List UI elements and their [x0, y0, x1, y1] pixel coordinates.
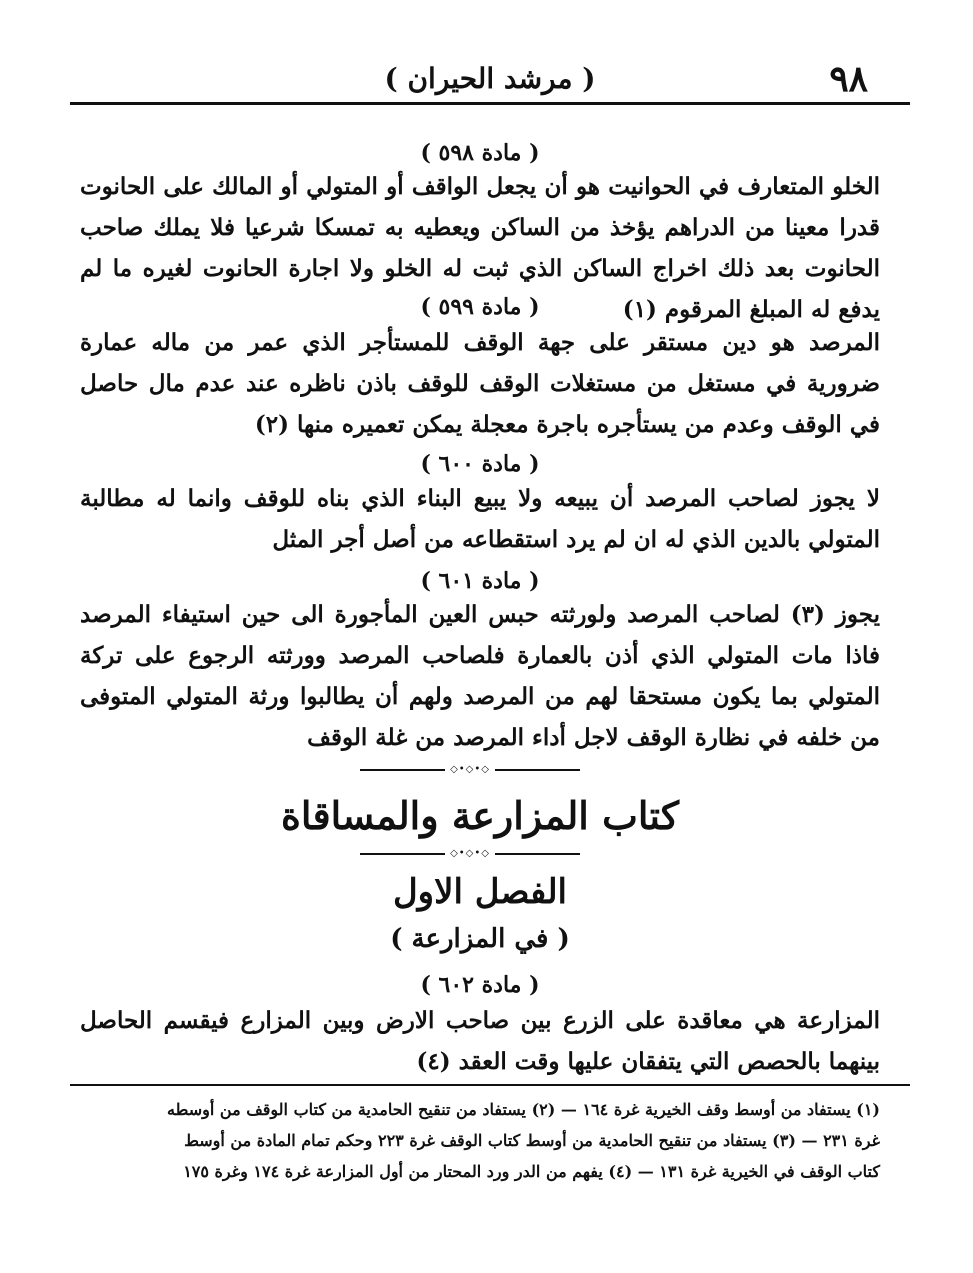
section-title: ( في المزارعة ) — [390, 924, 570, 954]
footnote-line: كتاب الوقف في الخيرية غرة ١٣١ — (٤) يفهم من الدر ورد المحتار من أول المزارعة غرة ١٧٤ وغرة ١٧٥ — [183, 1162, 880, 1181]
page-header — [70, 55, 900, 103]
ornament-divider: ◇•◇•◇ — [360, 763, 580, 777]
article-text: المرصد هو دين مستقر على جهة الوقف للمستأجر الذي عمر من ماله عمارة ضرورية في مستغل من مستغلات الوقف للوقف باذن ناظره عند عدم مال حاصل في الوقف وعدم من يستأجره باجرة معجلة يمكن تعميره منها (٢) — [80, 329, 880, 438]
article-text: يجوز (٣) لصاحب المرصد ولورثته حبس العين المأجورة الى حين استيفاء المرصد فاذا مات المتولي الذي أذن بالعمارة فلصاحب المرصد وورثته الرجوع على تركة المتولي بما يكون مستحقا لهم من المرصد ولهم أن يطالبوا ورثة المتولي المتوفى من خلفه في نظارة الوقف لاجل أداء المرصد من غلة الوقف — [80, 601, 880, 751]
ornament-divider: ◇•◇•◇ — [360, 847, 580, 861]
article-heading: ( مادة ٥٩٨ ) — [420, 140, 540, 166]
article-heading: ( مادة ٥٩٩ ) — [420, 294, 540, 320]
chapter-title: الفصل الاول — [392, 872, 568, 912]
article-heading: ( مادة ٦٠١ ) — [420, 568, 540, 594]
running-title: ( مرشد الحيران ) — [384, 62, 596, 95]
article-heading: ( مادة ٦٠٢ ) — [420, 972, 540, 998]
footnote-line: غرة ٢٣١ — (٣) يستفاد من تنقيح الحامدية من أوسط كتاب الوقف غرة ٢٢٣ وحكم تمام المادة من أوسط — [184, 1131, 880, 1150]
page-number: ٩٨ — [829, 58, 868, 100]
article-text: لا يجوز لصاحب المرصد أن يبيعه ولا يبيع البناء الذي بناه للوقف وانما له مطالبة المتولي بالدين الذي له ان لم يرد استقطاعه من أصل أجر المثل — [80, 485, 880, 553]
footnotes — [80, 1094, 880, 1187]
article-text: الخلو المتعارف في الحوانيت هو أن يجعل الواقف أو المتولي أو المالك على الحانوت قدرا معينا من الدراهم يؤخذ من الساكن ويعطيه به تمسكا شرعيا فلا يملك صاحب الحانوت بعد ذلك اخراج الساكن الذي ثبت له الخلو ولا اجارة الحانوت لغيره ما لم يدفع له المبلغ المرقوم (١) — [80, 173, 880, 323]
footnote-line: (١) يستفاد من أوسط وقف الخيرية غرة ١٦٤ — (٢) يستفاد من تنقيح الحامدية من كتاب الوقف من أوسطه — [167, 1100, 880, 1119]
article-heading: ( مادة ٦٠٠ ) — [420, 451, 540, 477]
article-text: المزارعة هي معاقدة على الزرع بين صاحب الارض وبين المزارع فيقسم الحاصل بينهما بالحصص التي يتفقان عليها وقت العقد (٤) — [80, 1007, 880, 1075]
header-rule — [70, 102, 910, 105]
book-title: كتاب المزارعة والمساقاة — [281, 793, 679, 838]
footnote-rule — [70, 1084, 910, 1086]
